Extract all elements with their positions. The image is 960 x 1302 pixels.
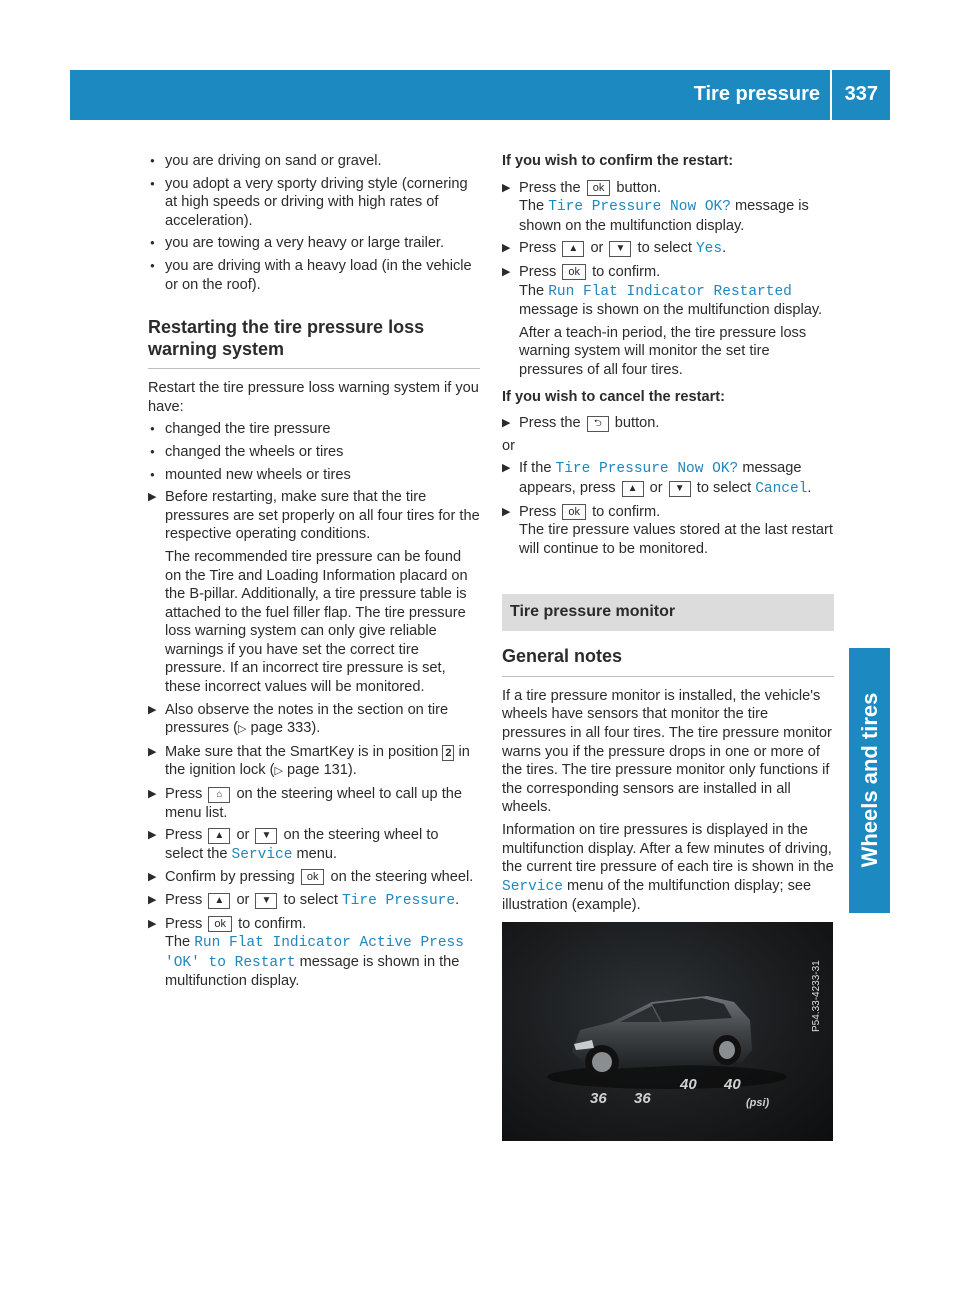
ok-key-icon: ok xyxy=(301,869,325,885)
multifunction-display-figure xyxy=(502,922,833,1141)
step-arrow-icon: ▶ xyxy=(148,871,157,884)
intro-text: Restart the tire pressure loss warning system if you have: xyxy=(148,380,479,415)
ok-key-icon: ok xyxy=(562,504,586,520)
step-arrow-icon: ▶ xyxy=(502,242,511,255)
list-item: ● you adopt a very sporty driving style (cornering at high speeds or driving with high rates of acceleration). xyxy=(148,175,480,231)
display-message: Run Flat Indicator Restarted xyxy=(548,283,792,300)
down-arrow-icon: ▼ xyxy=(669,481,691,497)
position-key: 2 xyxy=(442,745,454,761)
section-title: Tire pressure xyxy=(693,83,820,105)
up-arrow-icon: ▲ xyxy=(562,241,584,257)
car-illustration xyxy=(502,922,833,1141)
step: ▶ Before restarting, make sure that the tire pressures are set properly on all four tires for the respective operating conditions. xyxy=(148,489,480,543)
step: ▶ If the Tire Pressure Now OK? message appears, press ▲ or ▼ to select Cancel. xyxy=(502,460,812,497)
back-icon: ⮌ xyxy=(587,416,609,432)
step: ▶ Make sure that the SmartKey is in position 2 in the ignition lock (▷ page 131). xyxy=(148,743,470,779)
up-arrow-icon: ▲ xyxy=(622,481,644,497)
page-ref-icon: ▷ xyxy=(274,765,283,778)
page-ref-link[interactable]: page 131). xyxy=(287,762,357,779)
step-arrow-icon: ▶ xyxy=(148,917,157,930)
step: ▶ Also observe the notes in the section on tire pressures (▷ page 333). xyxy=(148,701,449,737)
ok-key-icon: ok xyxy=(562,264,586,280)
step-arrow-icon: ▶ xyxy=(502,265,511,278)
side-tab-label: Wheels and tires xyxy=(857,692,882,868)
page-number: 337 xyxy=(844,83,878,105)
step: ▶ Press ▲ or ▼ to select Tire Pressure. xyxy=(148,892,460,909)
step: ▶ Press the ⮌ button. xyxy=(502,415,660,432)
list-item: ● changed the tire pressure xyxy=(148,420,480,439)
body-paragraph: Information on tire pressures is displayed in the multifunction display. After a few minutes of driving, the current tire pressure of each tire is shown in the Service menu of the multifunction display; see illustration (example). xyxy=(502,822,834,914)
tire-pressure-front-left: 36 xyxy=(590,1090,607,1107)
tire-pressure-rear-right: 40 xyxy=(724,1076,741,1093)
or-text: or xyxy=(502,437,515,454)
page-ref-icon: ▷ xyxy=(238,723,247,736)
step-arrow-icon: ▶ xyxy=(502,181,511,194)
step-arrow-icon: ▶ xyxy=(148,703,157,716)
subheading-confirm: If you wish to confirm the restart: xyxy=(502,153,734,169)
cancel-option-label: Cancel xyxy=(755,480,808,497)
step-arrow-icon: ▶ xyxy=(148,894,157,906)
ok-key-icon: ok xyxy=(208,916,232,932)
page-ref-link[interactable]: page 333). xyxy=(250,720,321,737)
list-item: ● mounted new wheels or tires xyxy=(148,466,480,485)
tire-pressure-menu-label: Tire Pressure xyxy=(341,893,456,909)
step-arrow-icon: ▶ xyxy=(502,417,511,430)
tire-pressure-front-right: 36 xyxy=(634,1090,651,1107)
step: ▶ Press ⌂ on the steering wheel to call up the menu list. xyxy=(148,786,462,821)
step-arrow-icon: ▶ xyxy=(148,788,157,801)
subheading-cancel: If you wish to cancel the restart: xyxy=(502,388,726,405)
step: ▶ Press ▲ or ▼ on the steering wheel to select the Service menu. xyxy=(148,827,439,863)
figure-code: P54.33-4233-31 xyxy=(811,960,822,1032)
service-menu-label: Service xyxy=(231,846,293,863)
yes-option-label: Yes xyxy=(695,241,723,258)
step: ▶ Press ▲ or ▼ to select Yes. xyxy=(502,240,727,258)
up-arrow-icon: ▲ xyxy=(208,828,230,844)
step-arrow-icon: ▶ xyxy=(502,505,511,518)
step: ▶ Press the ok button. The Tire Pressure Now OK? message is shown on the multifunction display. xyxy=(502,179,809,234)
down-arrow-icon: ▼ xyxy=(255,828,277,844)
step-note: After a teach-in period, the tire pressure loss warning system will monitor the set tire pressures of all four tires. xyxy=(519,324,807,378)
step-arrow-icon: ▶ xyxy=(148,829,157,842)
down-arrow-icon: ▼ xyxy=(609,241,631,257)
section-heading: General notes xyxy=(502,645,834,677)
page-header xyxy=(70,70,890,120)
display-message: Tire Pressure Now OK? xyxy=(555,461,739,478)
ok-key-icon: ok xyxy=(587,180,611,196)
step-arrow-icon: ▶ xyxy=(148,491,157,504)
up-arrow-icon: ▲ xyxy=(208,893,230,909)
step: ▶ Confirm by pressing ok on the steering wheel. xyxy=(148,869,474,886)
step: ▶ Press ok to confirm. The Run Flat Indicator Active Press 'OK' to Restart message is shown in the multifunction display. xyxy=(148,915,464,990)
step-note: The recommended tire pressure can be found on the Tire and Loading Information placard on the B-pillar. Additionally, a tire pressure table is attached to the fuel filler flap. The tire pressure loss warning system can only give reliable warnings if you have set the correct tire pressure. If an incorrect tire pressure is set, these incorrect values will be monitored. xyxy=(165,548,468,696)
list-item: ● you are towing a very heavy or large trailer. xyxy=(148,234,480,253)
service-menu-label: Service xyxy=(502,878,563,895)
display-message: Run Flat Indicator Active Press 'OK' to Restart xyxy=(165,935,464,971)
right-column xyxy=(502,152,834,919)
section-heading: Restarting the tire pressure loss warning system xyxy=(148,316,480,369)
step: ▶ Press ok to confirm. The Run Flat Indicator Restarted message is shown on the multifunction display. xyxy=(502,263,823,319)
down-arrow-icon: ▼ xyxy=(255,893,277,909)
step-arrow-icon: ▶ xyxy=(148,745,157,758)
section-heading-bar: Tire pressure monitor xyxy=(502,594,834,631)
step-arrow-icon: ▶ xyxy=(502,462,511,475)
list-item: ● changed the wheels or tires xyxy=(148,443,480,462)
tire-pressure-rear-left: 40 xyxy=(680,1076,697,1093)
list-item: ● you are driving on sand or gravel. xyxy=(148,152,480,171)
body-paragraph: If a tire pressure monitor is installed, the vehicle's wheels have sensors that monitor the tire pressures in all four tires. The tire pressure monitor warns you if the pressure drops in one or more of the tires. The tire pressure monitor only functions if the corresponding sensors are installed in all wheels. xyxy=(502,687,832,816)
header-divider xyxy=(830,70,832,120)
home-icon: ⌂ xyxy=(208,787,230,803)
left-column xyxy=(148,152,480,995)
list-item: ● you are driving with a heavy load (in the vehicle or on the roof). xyxy=(148,257,480,294)
display-message: Tire Pressure Now OK? xyxy=(548,199,731,216)
step: ▶ Press ok to confirm. The tire pressure values stored at the last restart will continue to be monitored. xyxy=(502,503,833,557)
pressure-unit: (psi) xyxy=(746,1097,770,1109)
